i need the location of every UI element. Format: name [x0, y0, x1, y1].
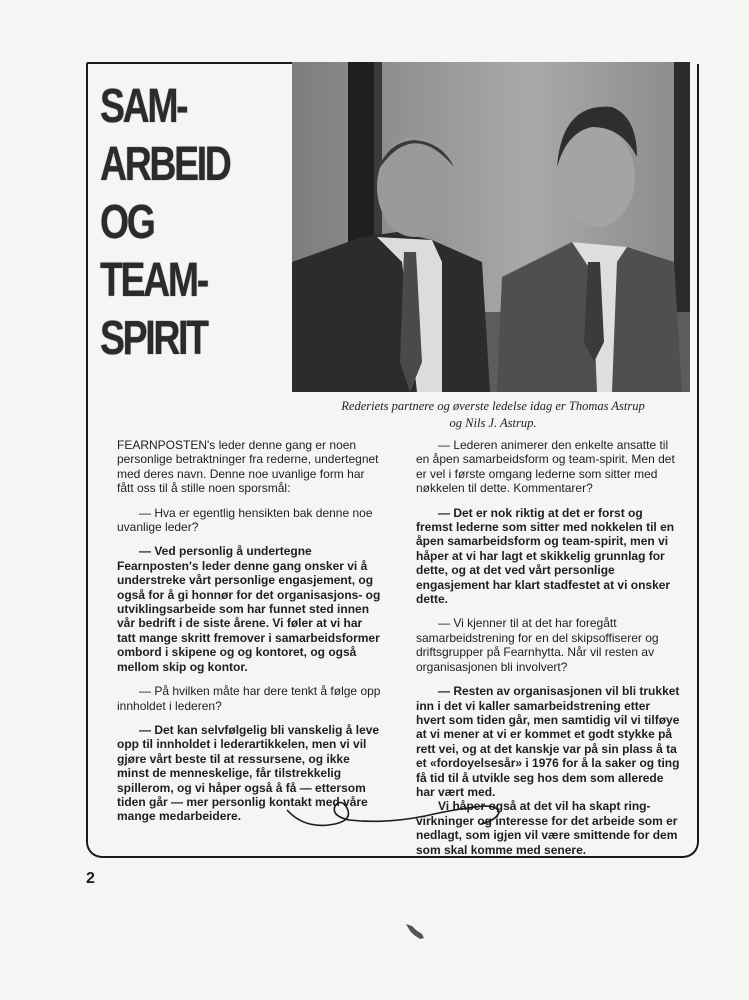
paragraph: — På hvilken måte har dere tenkt å følge opp innholdet i lederen?	[117, 684, 381, 713]
page-frame-top	[86, 62, 292, 64]
headline-line-4: TEAM-	[100, 254, 207, 307]
paragraph: — Det kan selvfølgelig bli vanskelig å leve opp til innholdet i lederartikkelen, men vi vil gjøre vårt beste til at ressursene, og ikke minst de menneskelige, får tilstrekkelig spillerom, og vi håper også å få — ettersom tiden går — mer personlig kontakt med våre mange medarbeidere.	[117, 722, 380, 824]
headline-line-2: ARBEID	[100, 138, 230, 191]
headline-line-5: SPIRIT	[100, 312, 207, 365]
headline-line-3: OG	[100, 196, 154, 249]
photo-caption-line-2: og Nils J. Astrup.	[449, 416, 537, 430]
paragraph: FEARNPOSTEN's leder denne gang er noen personlige betraktninger fra rederne, undertegnet med deres navn. Denne noe uvanlige form har fått oss til å stille noen sporsmål:	[117, 438, 379, 496]
portrait-photo-image	[292, 62, 690, 392]
page-number: 2	[86, 870, 95, 887]
photo-caption-line-1: Rederiets partnere og øverste ledelse idag er Thomas Astrup	[341, 399, 645, 413]
left-column	[117, 438, 383, 834]
paragraph: — Lederen animerer den enkelte ansatte til en åpen samarbeidsform og team-spirit. Men det er vel i første omgang lederne som sitter med nøkkelen til dette. Kommentarer?	[416, 438, 675, 496]
paragraph: — Det er nok riktig at det er forst og fremst lederne som sitter med nokkelen til en åpen samarbeidsform og team-spirit, men vi håper at vi har lagt et skikkelig grunnlag for dette, og at det ved vårt personlige engasjement har klart stadfestet at vi onsker dette.	[416, 505, 675, 607]
portrait-photo	[292, 62, 690, 392]
headline	[100, 78, 244, 368]
paragraph: — Resten av organisasjonen vil bli trukket inn i det vi kaller samarbeidstrening etter hvert som tiden går, men samtidig vil vi tilføye at vi mener at vi er kommet et godt stykke på rett vei, og at det kanskje var på sin plass å ta et «fordoyelsesår» i 1976 for å la saker og ting få tid til å utvikle seg hos dem som allerede har vært med.	[416, 684, 680, 799]
decorative-swash-icon	[285, 790, 505, 830]
photo-caption	[292, 398, 694, 432]
headline-line-1: SAM-	[100, 80, 187, 133]
paragraph: — Vi kjenner til at det har foregått samarbeidstrening for en del skipsoffiserer og driftsgrupper på Fearnhytta. Når vil resten av organisasjonen bli involvert?	[416, 616, 659, 674]
paragraph: — Ved personlig å undertegne Fearnposten's leder denne gang onsker vi å understreke vårt personlige engasjement, og også for å gi honnør for det organisasjons- og utviklingsarbeide som har funnet sted innen vår bedrift i de siste årene. Vi føler at vi har tatt mange skritt fremover i samarbeidsformer ombord i skipene og og kontoret, og også mellom skip og kontor.	[117, 544, 381, 674]
ink-smudge-icon	[404, 920, 426, 942]
paragraph: Vi håper også at det vil ha skapt ring-virkninger og interesse for det arbeide som er nedlagt, som igjen vil være smittende for dem som skal komme med senere.	[416, 799, 678, 857]
paragraph: — Hva er egentlig hensikten bak denne noe uvanlige leder?	[117, 505, 373, 535]
